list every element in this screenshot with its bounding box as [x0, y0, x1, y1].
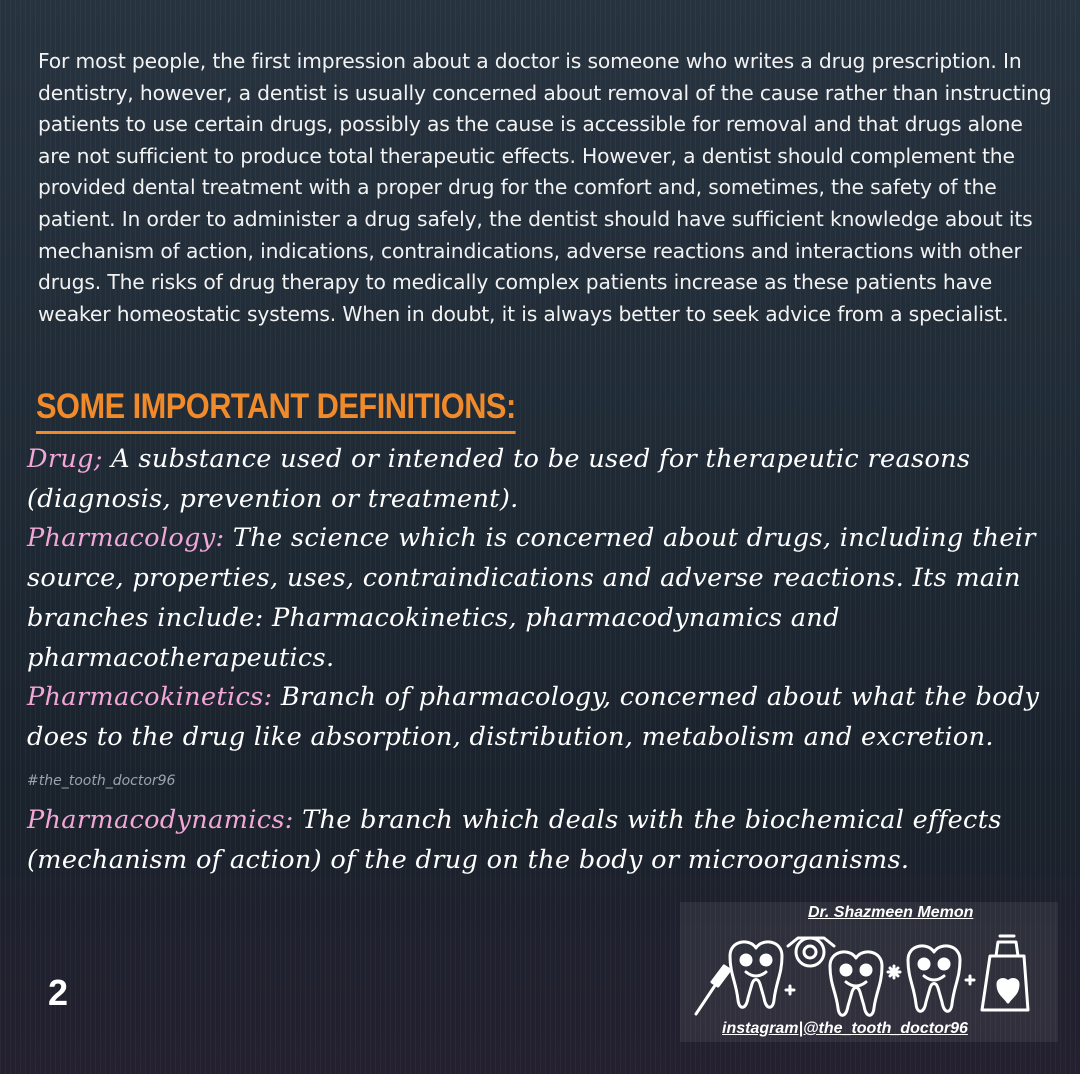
- section-heading: SOME IMPORTANT DEFINITIONS:: [36, 385, 516, 434]
- definition-term: Pharmacodynamics:: [27, 805, 294, 836]
- definition-text: Branch of pharmacology, concerned about what the body does to the drug like absorption, distribution, metabolism and excretion.: [27, 682, 1040, 752]
- instagram-handle: instagram|@the_tooth_doctor96: [722, 1020, 968, 1037]
- cartoon-teeth-icon: [690, 926, 1040, 1022]
- definition-term: Pharmacokinetics:: [27, 682, 273, 713]
- hashtag-watermark: #the_tooth_doctor96: [27, 772, 176, 789]
- definition-pharmacology: [27, 523, 1036, 672]
- bottom-border: [0, 1074, 1080, 1080]
- definition-text: The science which is concerned about drugs, including their source, properties, uses, contraindications and adverse reactions. Its main branches include: Pharmacokinetics, pharmacodynamics and pharmacotherapeutics.: [27, 523, 1036, 673]
- definition-term: Drug;: [27, 444, 103, 474]
- definitions-list: [27, 440, 1047, 881]
- intro-paragraph: For most people, the first impression about a doctor is someone who writes a drug prescription. In dentistry, however, a dentist is usually concerned about removal of the cause rather than instructing patients to use certain drugs, possibly as the cause is accessible for removal and that drugs alone are not sufficient to produce total therapeutic effects. However, a dentist should complement the provided dental treatment with a proper drug for the comfort and, sometimes, the safety of the patient. In order to administer a drug safely, the dentist should have sufficient knowledge about its mechanism of action, indications, contraindications, adverse reactions and interactions with other drugs. The risks of drug therapy to medically complex patients increase as these patients have weaker homeostatic systems. When in doubt, it is always better to seek advice from a specialist.: [38, 49, 1052, 326]
- definition-drug: [27, 444, 970, 514]
- definition-text: The branch which deals with the biochemical effects (mechanism of action) of the drug on the body or microorganisms.: [27, 805, 1002, 876]
- page-number: 2: [48, 972, 69, 1013]
- author-name: Dr. Shazmeen Memon: [808, 904, 974, 921]
- definition-term: Pharmacology:: [27, 523, 225, 554]
- definition-pharmacodynamics: [27, 805, 1002, 875]
- definition-text: A substance used or intended to be used for therapeutic reasons (diagnosis, prevention or treatment).: [27, 444, 971, 514]
- definition-pharmacokinetics: [27, 682, 1039, 791]
